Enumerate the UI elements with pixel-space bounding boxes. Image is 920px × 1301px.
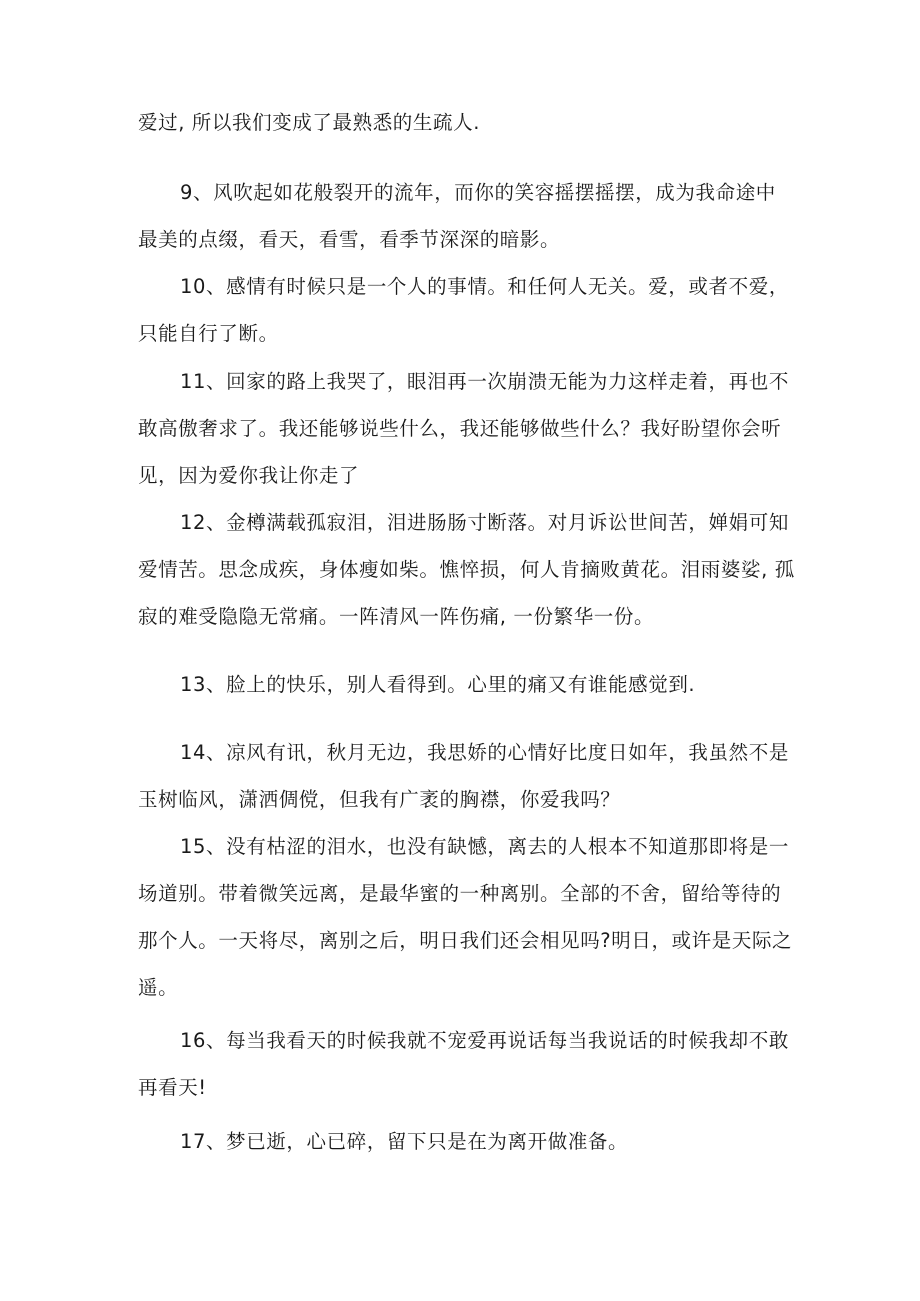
text-line: 17、梦已逝，心已碎，留下只是在为离开做准备。 [180, 1130, 629, 1153]
text-line: 见，因为爱你我让你走了 [138, 464, 360, 487]
text-line: 场道别。带着微笑远离，是最华蜜的一种离别。全部的不舍，留给等待的 [138, 882, 782, 905]
text-line: 那个人。一天将尽，离别之后，明日我们还会相见吗?明日，或许是天际之 [138, 929, 793, 952]
text-line: 10、感情有时候只是一个人的事情。和任何人无关。爱，或者不爱， [180, 275, 789, 298]
text-line: 玉树临风，潇洒倜傥，但我有广袤的胸襟，你爱我吗？ [138, 788, 621, 811]
text-line: 9、风吹起如花般裂开的流年，而你的笑容摇摆摇摆，成为我命途中 [180, 181, 776, 204]
text-line: 13、脸上的快乐，别人看得到。心里的痛又有谁能感觉到. [180, 673, 696, 696]
text-line: 14、凉风有讯，秋月无边，我思娇的心情好比度日如年，我虽然不是 [180, 741, 789, 764]
text-line: 16、每当我看天的时候我就不宠爱再说话每当我说话的时候我却不敢 [180, 1029, 789, 1052]
text-line: 敢高傲奢求了。我还能够说些什么，我还能够做些什么？我好盼望你会听 [138, 417, 782, 440]
text-line: 15、没有枯涩的泪水，也没有缺憾，离去的人根本不知道那即将是一 [180, 835, 789, 858]
text-line: 11、回家的路上我哭了，眼泪再一次崩溃无能为力这样走着，再也不 [180, 370, 789, 393]
text-line: 只能自行了断。 [138, 322, 279, 345]
text-line: 爱情苦。思念成疾，身体瘦如柴。憔悴损，何人肯摘败黄花。泪雨婆娑, 孤 [138, 558, 795, 581]
text-line: 最美的点缀，看天，看雪，看季节深深的暗影。 [138, 228, 561, 251]
text-line: 寂的难受隐隐无常痛。一阵清风一阵伤痛, 一份繁华一份。 [138, 605, 655, 628]
text-line: 遥。 [138, 976, 179, 999]
text-line: 12、金樽满载孤寂泪，泪进肠肠寸断落。对月诉讼世间苦，婵娟可知 [180, 511, 789, 534]
text-line: 爱过, 所以我们变成了最熟悉的生疏人. [138, 111, 480, 134]
text-line: 再看天! [138, 1076, 207, 1099]
